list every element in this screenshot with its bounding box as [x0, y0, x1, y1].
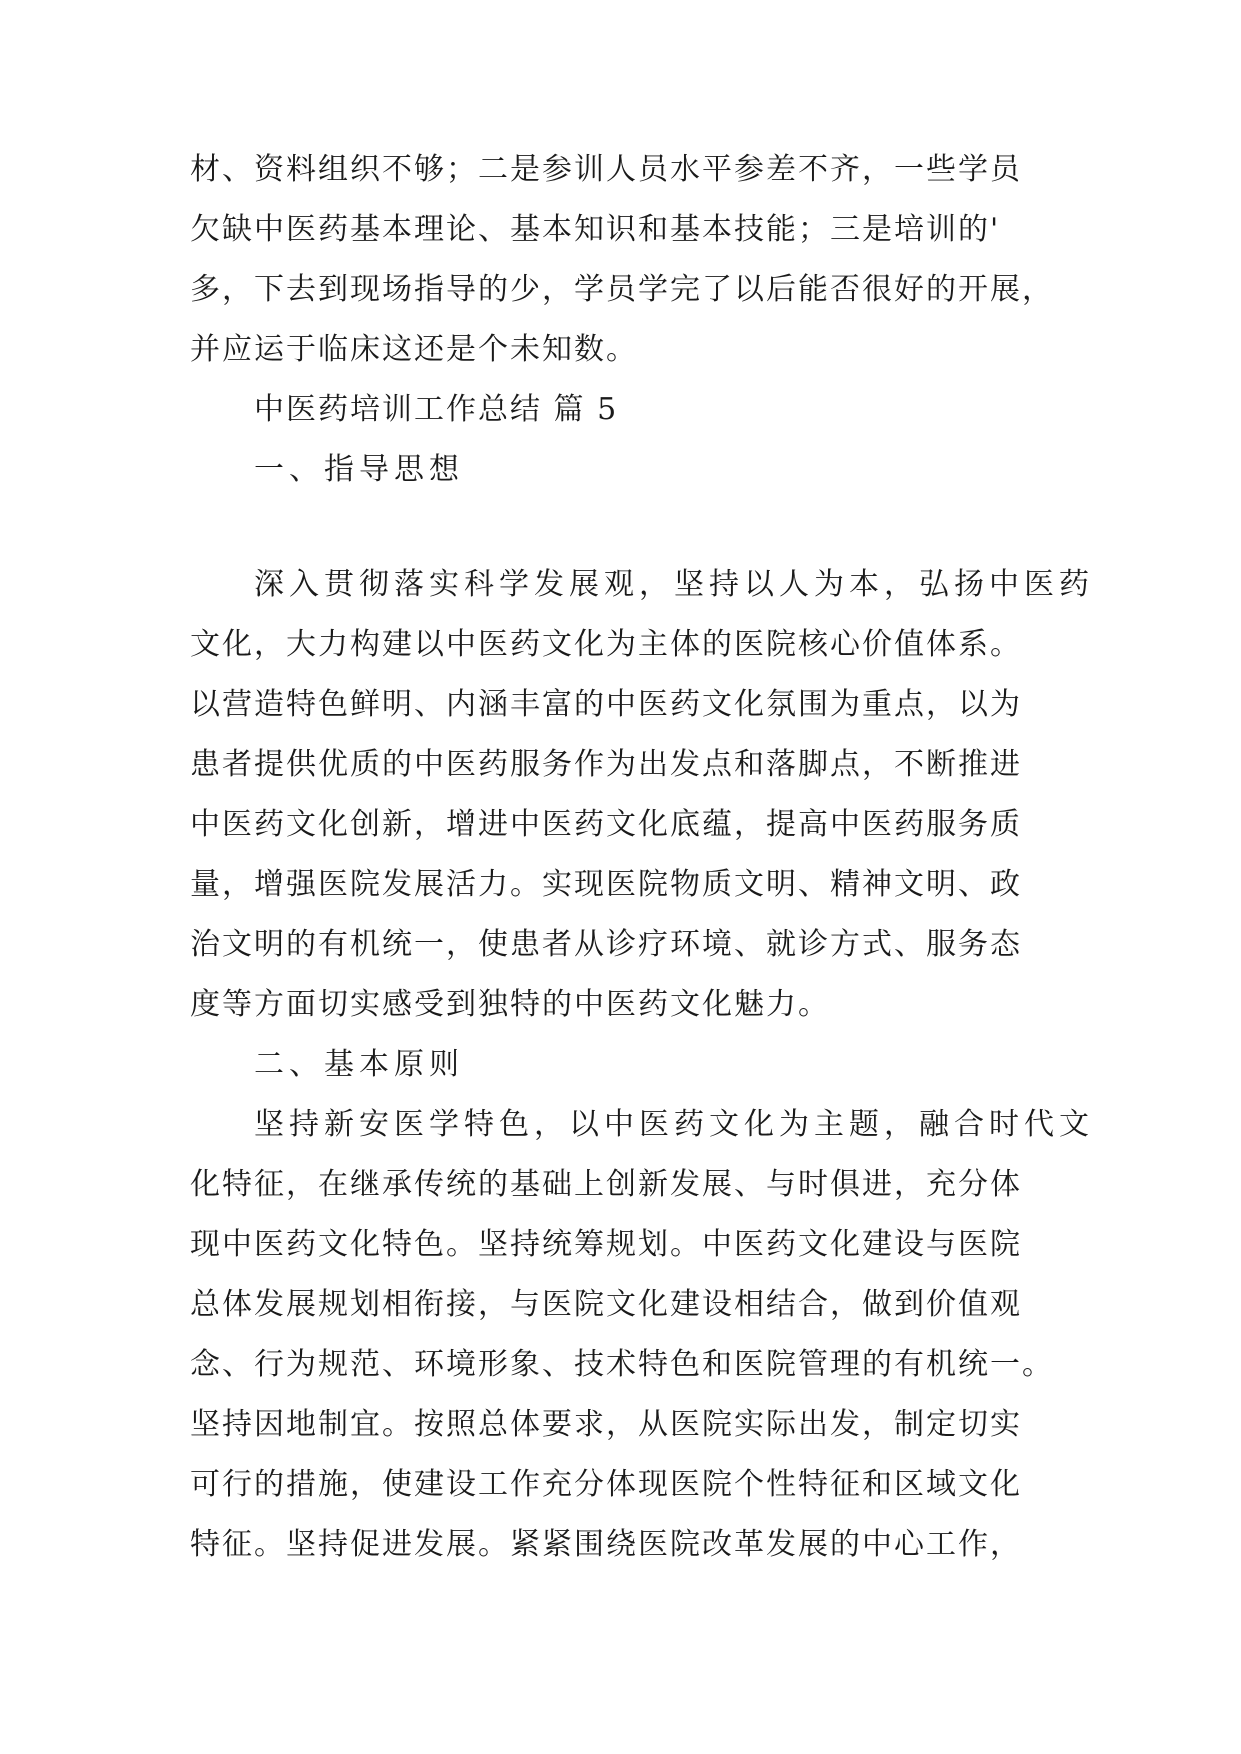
text-line: 可行的措施，使建设工作充分体现医院个性特征和区域文化	[190, 1467, 1022, 1502]
text-line: 中医药文化创新，增进中医药文化底蕴，提高中医药服务质	[190, 807, 1022, 842]
text-line: 欠缺中医药基本理论、基本知识和基本技能；三是培训的'	[190, 212, 1001, 247]
text-line: 坚持新安医学特色，以中医药文化为主题，融合时代文	[254, 1107, 1094, 1142]
text-line: 多，下去到现场指导的少，学员学完了以后能否很好的开展，	[190, 272, 1054, 307]
text-line: 现中医药文化特色。坚持统筹规划。中医药文化建设与医院	[190, 1227, 1022, 1262]
text-line: 文化，大力构建以中医药文化为主体的医院核心价值体系。	[190, 627, 1022, 662]
text-line: 治文明的有机统一，使患者从诊疗环境、就诊方式、服务态	[190, 927, 1022, 962]
text-line: 化特征，在继承传统的基础上创新发展、与时俱进，充分体	[190, 1167, 1022, 1202]
text-line: 坚持因地制宜。按照总体要求，从医院实际出发，制定切实	[190, 1407, 1022, 1442]
text-line: 特征。坚持促进发展。紧紧围绕医院改革发展的中心工作，	[190, 1527, 1022, 1562]
heading-basic-principles: 二、基本原则	[254, 1047, 464, 1082]
section-title: 中医药培训工作总结 篇 5	[254, 392, 619, 427]
heading-guiding-ideology: 一、指导思想	[254, 452, 464, 487]
text-line: 材、资料组织不够；二是参训人员水平参差不齐，一些学员	[190, 152, 1022, 187]
text-line: 患者提供优质的中医药服务作为出发点和落脚点，不断推进	[190, 747, 1022, 782]
text-line: 深入贯彻落实科学发展观，坚持以人为本，弘扬中医药	[254, 567, 1094, 602]
text-line: 念、行为规范、环境形象、技术特色和医院管理的有机统一。	[190, 1347, 1054, 1382]
text-line: 度等方面切实感受到独特的中医药文化魅力。	[190, 987, 830, 1022]
text-line: 并应运于临床这还是个未知数。	[190, 332, 638, 367]
text-line: 以营造特色鲜明、内涵丰富的中医药文化氛围为重点，以为	[190, 687, 1022, 722]
text-line: 量，增强医院发展活力。实现医院物质文明、精神文明、政	[190, 867, 1022, 902]
text-line: 总体发展规划相衔接，与医院文化建设相结合，做到价值观	[190, 1287, 1022, 1322]
